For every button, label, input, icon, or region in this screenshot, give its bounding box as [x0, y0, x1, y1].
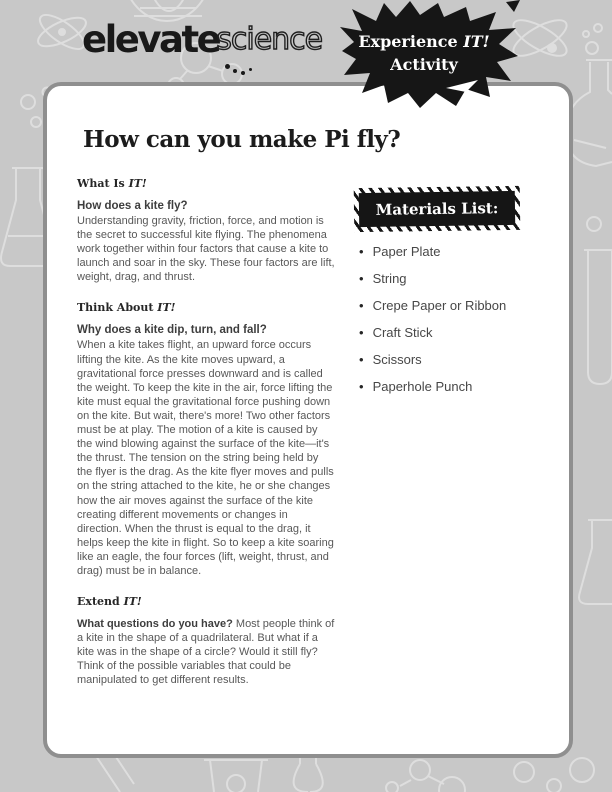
- doodle-beaker-icon: [204, 760, 268, 792]
- section-heading: Extend IT!: [77, 595, 142, 609]
- content-columns: [77, 177, 569, 705]
- badge-experience-text: Experience: [358, 32, 458, 51]
- materials-list-panel: [357, 192, 547, 705]
- materials-list-item: • Crepe Paper or Ribbon: [359, 298, 507, 313]
- materials-list-item: • Craft Stick: [359, 325, 433, 340]
- materials-list-title-box: [359, 191, 515, 227]
- logo-science-text: science: [216, 22, 323, 57]
- page-title: How can you make Pi fly?: [83, 126, 401, 153]
- materials-list-title: Materials List:: [375, 199, 499, 219]
- section-extend-it: [77, 595, 335, 687]
- doodle-flask-icon: [579, 520, 612, 604]
- section-body: When a kite takes flight, an upward force occurs lifting the kite. As the kite moves upward, a gravitational force presses downward and is called the weight. To keep the kite in the air, force lifting the kite must equal the gravitational force pushing down on the kite. But wait, there's more! Two other factors must be at play. The motion of a kite is caused by the wind blowing against the surface of the kite—it's the thrust. The tension on the string being held by the flyer is the drag. As the kite flyer moves and pulls on the string attached to the kite, he or she changes how the air moves against the surface of the kite creating different movements or changes in direction. When the thrust is equal to the drag, it helps keep the kite in flight. So to keep a kite soaring like an eagle, the four forces (lift, weight, thrust, and drag) must be in balance.: [77, 339, 334, 577]
- logo-dot: [249, 68, 252, 71]
- badge-line-2: Activity: [390, 55, 458, 74]
- elevate-science-logo: [82, 18, 325, 61]
- doodle-test-tube-icon: [584, 217, 612, 384]
- badge-text: [338, 30, 510, 76]
- materials-list-item: • Paper Plate: [359, 244, 441, 259]
- doodle-flask-icon: [294, 752, 323, 792]
- worksheet-card: [43, 82, 573, 758]
- section-body: What questions do you have? Most people think of a kite in the shape of a quadrilateral. But what if a kite was in the shape of a circle? Would it still fly? Think of the possible variables that could be manipulated to get different results.: [77, 618, 335, 687]
- bullet-icon: •: [359, 271, 364, 286]
- section-what-is-it: [77, 177, 335, 284]
- bullet-icon: •: [359, 352, 364, 367]
- section-body: Understanding gravity, friction, force, and motion is the secret to successful kite flying. The phenomena work together within four factors that cause a kite to launch and soar in the sky. These four factors are lift, weight, drag, and thrust.: [77, 215, 335, 284]
- section-lead-question: How does a kite fly?: [77, 200, 188, 212]
- badge-line-1: [338, 30, 510, 53]
- doodle-bubbles-icon: [514, 758, 594, 792]
- section-lead-question: Why does a kite dip, turn, and fall?: [77, 324, 267, 337]
- bullet-icon: •: [359, 325, 364, 340]
- logo-elevate-text: elevate: [82, 18, 220, 61]
- badge-it-text: IT!: [463, 32, 490, 51]
- article-column: [77, 177, 335, 705]
- materials-list-item: • String: [359, 271, 407, 286]
- logo-dot: [233, 69, 237, 73]
- section-lead-question: What questions do you have?: [77, 618, 233, 631]
- section-heading: Think About IT!: [77, 301, 176, 315]
- section-heading: What Is IT!: [77, 177, 147, 190]
- bullet-icon: •: [359, 379, 364, 394]
- materials-list-item: • Paperhole Punch: [359, 379, 473, 394]
- doodle-bubbles-icon: [583, 24, 602, 54]
- bullet-icon: •: [359, 298, 364, 313]
- logo-dot: [241, 71, 245, 75]
- bullet-icon: •: [359, 244, 364, 259]
- logo-dot: [225, 64, 230, 69]
- section-think-about-it: [77, 301, 335, 578]
- materials-list-item: • Scissors: [359, 352, 422, 367]
- materials-list: [357, 244, 547, 394]
- doodle-molecule-icon: [386, 760, 465, 792]
- experience-it-activity-badge: [338, 0, 520, 110]
